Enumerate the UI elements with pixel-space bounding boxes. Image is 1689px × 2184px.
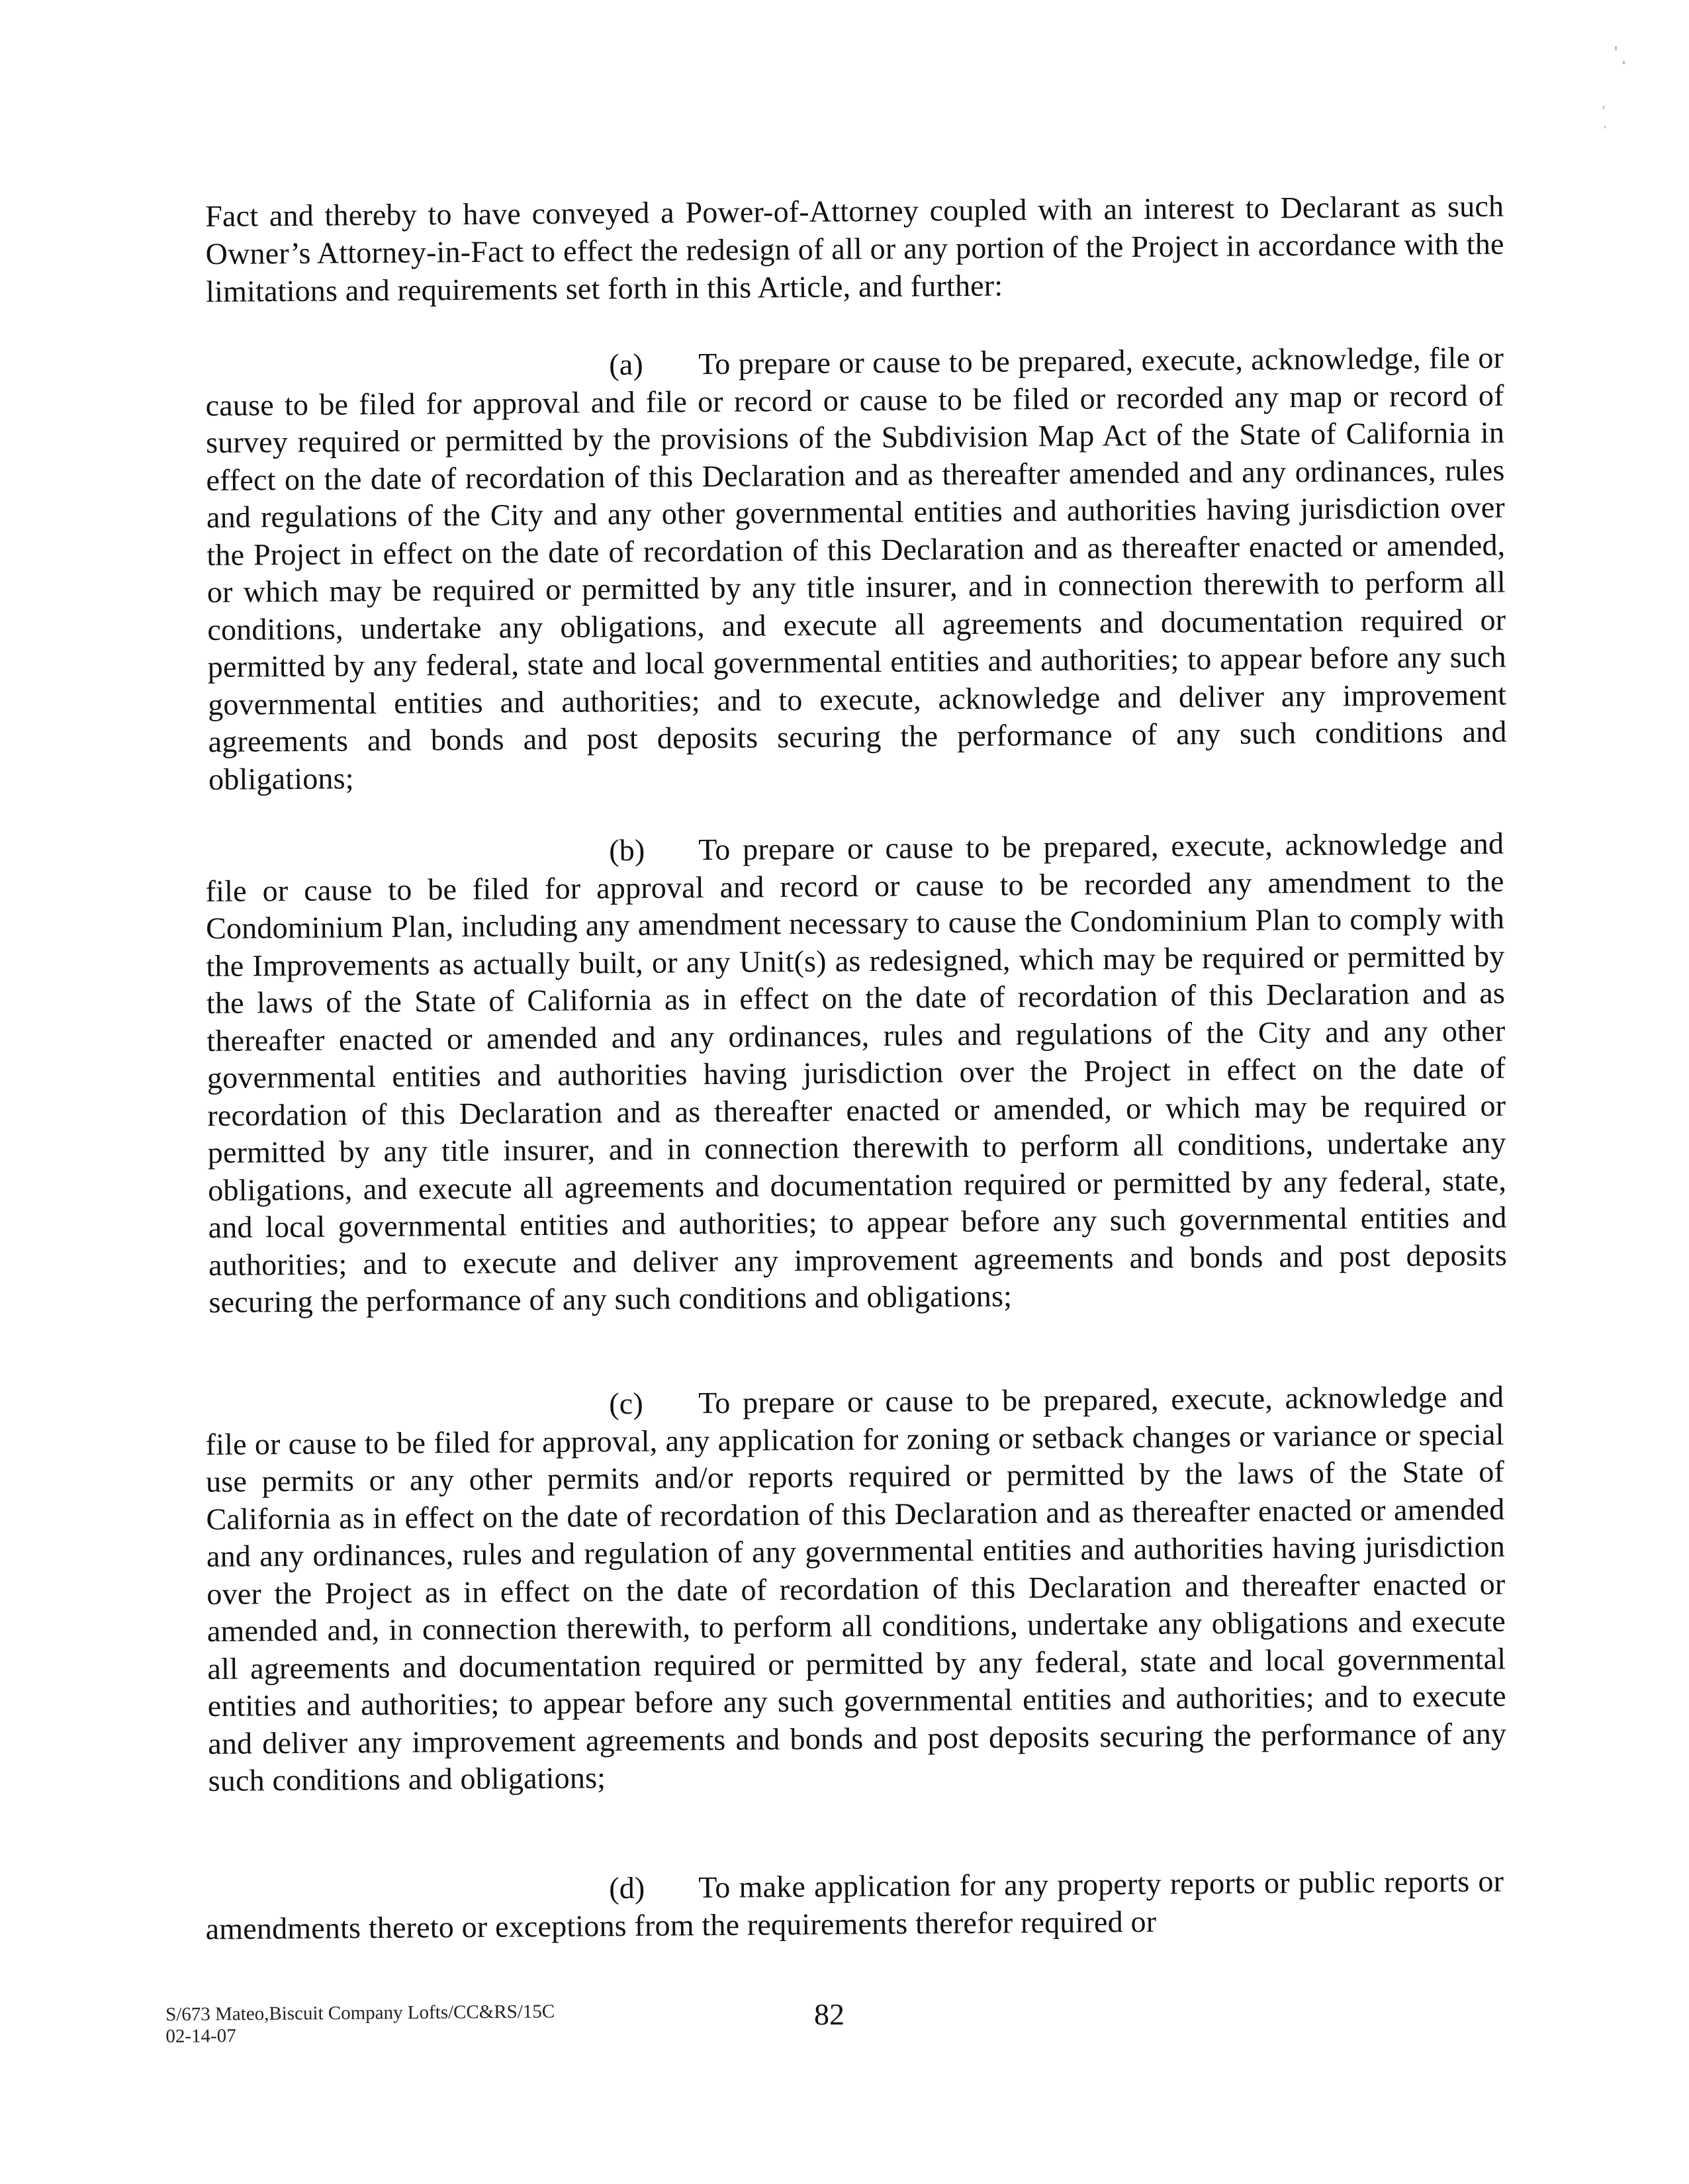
- scan-speck: [1603, 106, 1604, 109]
- scan-speck: [1615, 46, 1617, 50]
- clause-text: To prepare or cause to be prepared, execute, acknowledge, file or cause to be filed for approval and file or record or cause to be filed or recorded any map or record of survey required or permitted by the provisions of the Subdivision Map Act of the State of California in effect on the date of recordation of this Declaration and as thereafter amended and any ordinances, rules and regulations of the City and any other governmental entities and authorities having jurisdiction over the Project in effect on the date of recordation of this Declaration and as thereafter enacted or amended, or which may be required or permitted by any title insurer, and in connection therewith to perform all conditions, undertake any obligations, and execute all agreements and documentation required or permitted by any federal, state and local governmental entities and authorities; to appear before any such governmental entities and authorities; and to execute, acknowledge and deliver any improvement agreements and bonds and post deposits securing the performance of any such conditions and obligations;: [205, 340, 1507, 796]
- clause-text: To make application for any property reports or public reports or amendments thereto or exceptions from the requirements therefor required or: [205, 1864, 1504, 1946]
- clause-text: To prepare or cause to be prepared, execute, acknowledge and file or cause to be filed for approval and record or cause to be recorded any amendment to the Condominium Plan, including any amendment necessary to cause the Condominium Plan to comply with the Improvements as actually built, or any Unit(s) as redesigned, which may be required or permitted by the laws of the State of California as in effect on the date of recordation of this Declaration and as thereafter enacted or amended and any ordinances, rules and regulations of the City and any other governmental entities and authorities having jurisdiction over the Project in effect on the date of recordation of this Declaration and as thereafter enacted or amended, or which may be required or permitted by any title insurer, and in connection therewith to perform all conditions, undertake any obligations, and execute all agreements and documentation required or permitted by any federal, state, and local governmental entities and authorities; to appear before any such governmental entities and authorities; and to execute and deliver any improvement agreements and bonds and post deposits securing the performance of any such conditions and obligations;: [205, 826, 1508, 1319]
- clause-label: (b): [608, 833, 645, 868]
- clause-b: [205, 825, 1508, 1322]
- scan-speck: [1604, 126, 1606, 128]
- clause-a: [205, 340, 1507, 798]
- scan-speck: [1623, 61, 1625, 64]
- footer-file-path: S/673 Mateo,Biscuit Company Lofts/CC&RS/15C: [165, 2001, 555, 2025]
- intro-paragraph: Fact and thereby to have conveyed a Power-of-Attorney coupled with an interest to Declarant as such Owner’s Attorney-in-Fact to effect the redesign of all or any portion of the Project in accordance with the limitations and requirements set forth in this Article, and further:: [205, 189, 1504, 308]
- page-number: 82: [814, 1997, 844, 2031]
- footer-date: 02-14-07: [165, 2025, 236, 2047]
- clause-text: To prepare or cause to be prepared, execute, acknowledge and file or cause to be filed for approval, any application for zoning or setback changes or variance or special use permits or any other permits and/or reports required or permitted by the laws of the State of California as in effect on the date of recordation of this Declaration and as thereafter enacted or amended and any ordinances, rules and regulation of any governmental entities and authorities having jurisdiction over the Project as in effect on the date of recordation of this Declaration and thereafter enacted or amended and, in connection therewith, to perform all conditions, undertake any obligations and execute all agreements and documentation required or permitted by any federal, state and local governmental entities and authorities; to appear before any such governmental entities and authorities; and to execute and deliver any improvement agreements and bonds and post deposits securing the performance of any such conditions and obligations;: [205, 1379, 1507, 1797]
- clause-label: (a): [608, 347, 644, 382]
- clause-c: [205, 1379, 1507, 1800]
- clause-label: (c): [608, 1386, 644, 1421]
- clause-label: (d): [608, 1870, 645, 1905]
- footer-file-info: [165, 2001, 555, 2048]
- clause-d: [205, 1863, 1504, 1948]
